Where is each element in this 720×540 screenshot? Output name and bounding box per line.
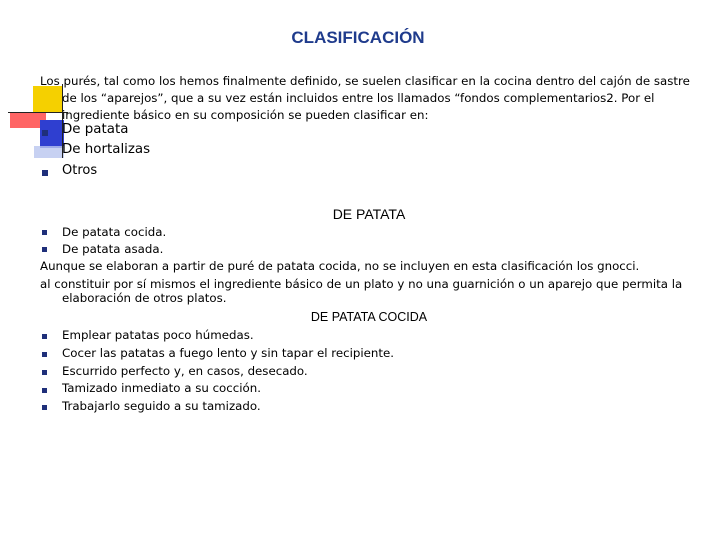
decorative-light-blue-bar	[34, 146, 64, 158]
patata-item-cocida: De patata cocida.	[62, 225, 167, 239]
bullet-icon	[42, 247, 47, 252]
intro-paragraph	[40, 73, 700, 124]
bullet-icon	[42, 230, 47, 235]
bullet-icon	[42, 352, 47, 357]
class-item-hortalizas: De hortalizas	[62, 142, 151, 157]
bullet-icon	[42, 130, 48, 136]
cocida-item: Trabajarlo seguido a su tamizado.	[62, 399, 261, 413]
bullet-icon	[42, 405, 47, 410]
section-heading-patata: DE PATATA	[332, 206, 406, 222]
patata-paragraph-2-line-1: al constituir por sí mismos el ingrediente básico de un plato y no una guarnición o un aparejo que permita la	[40, 277, 683, 291]
bullet-icon	[42, 170, 48, 176]
patata-paragraph-1: Aunque se elaboran a partir de puré de patata cocida, no se incluyen en esta clasificación los gnocci.	[40, 259, 640, 273]
class-item-patata: De patata	[62, 122, 129, 137]
intro-line-3: ingrediente básico en su composición se pueden clasificar en:	[62, 108, 429, 122]
intro-line-2: de los “aparejos”, que a su vez están incluidos entre los llamados “fondos complementarios2. Por el	[62, 91, 655, 105]
class-item-otros: Otros	[62, 163, 98, 178]
bullet-icon	[42, 370, 47, 375]
cocida-item: Cocer las patatas a fuego lento y sin tapar el recipiente.	[62, 346, 395, 360]
cocida-item: Tamizado inmediato a su cocción.	[62, 381, 261, 395]
patata-item-asada: De patata asada.	[62, 242, 164, 256]
bullet-icon	[42, 388, 47, 393]
cocida-item: Emplear patatas poco húmedas.	[62, 328, 254, 342]
cocida-item: Escurrido perfecto y, en casos, desecado.	[62, 364, 308, 378]
section-heading-patata-cocida: DE PATATA COCIDA	[310, 310, 428, 324]
bullet-icon	[42, 334, 47, 339]
patata-paragraph-2-line-2: elaboración de otros platos.	[62, 291, 227, 305]
intro-line-1: Los purés, tal como los hemos finalmente definido, se suelen clasificar en la cocina dentro del cajón de sastre	[40, 74, 690, 88]
page-title: CLASIFICACIÓN	[291, 28, 425, 47]
